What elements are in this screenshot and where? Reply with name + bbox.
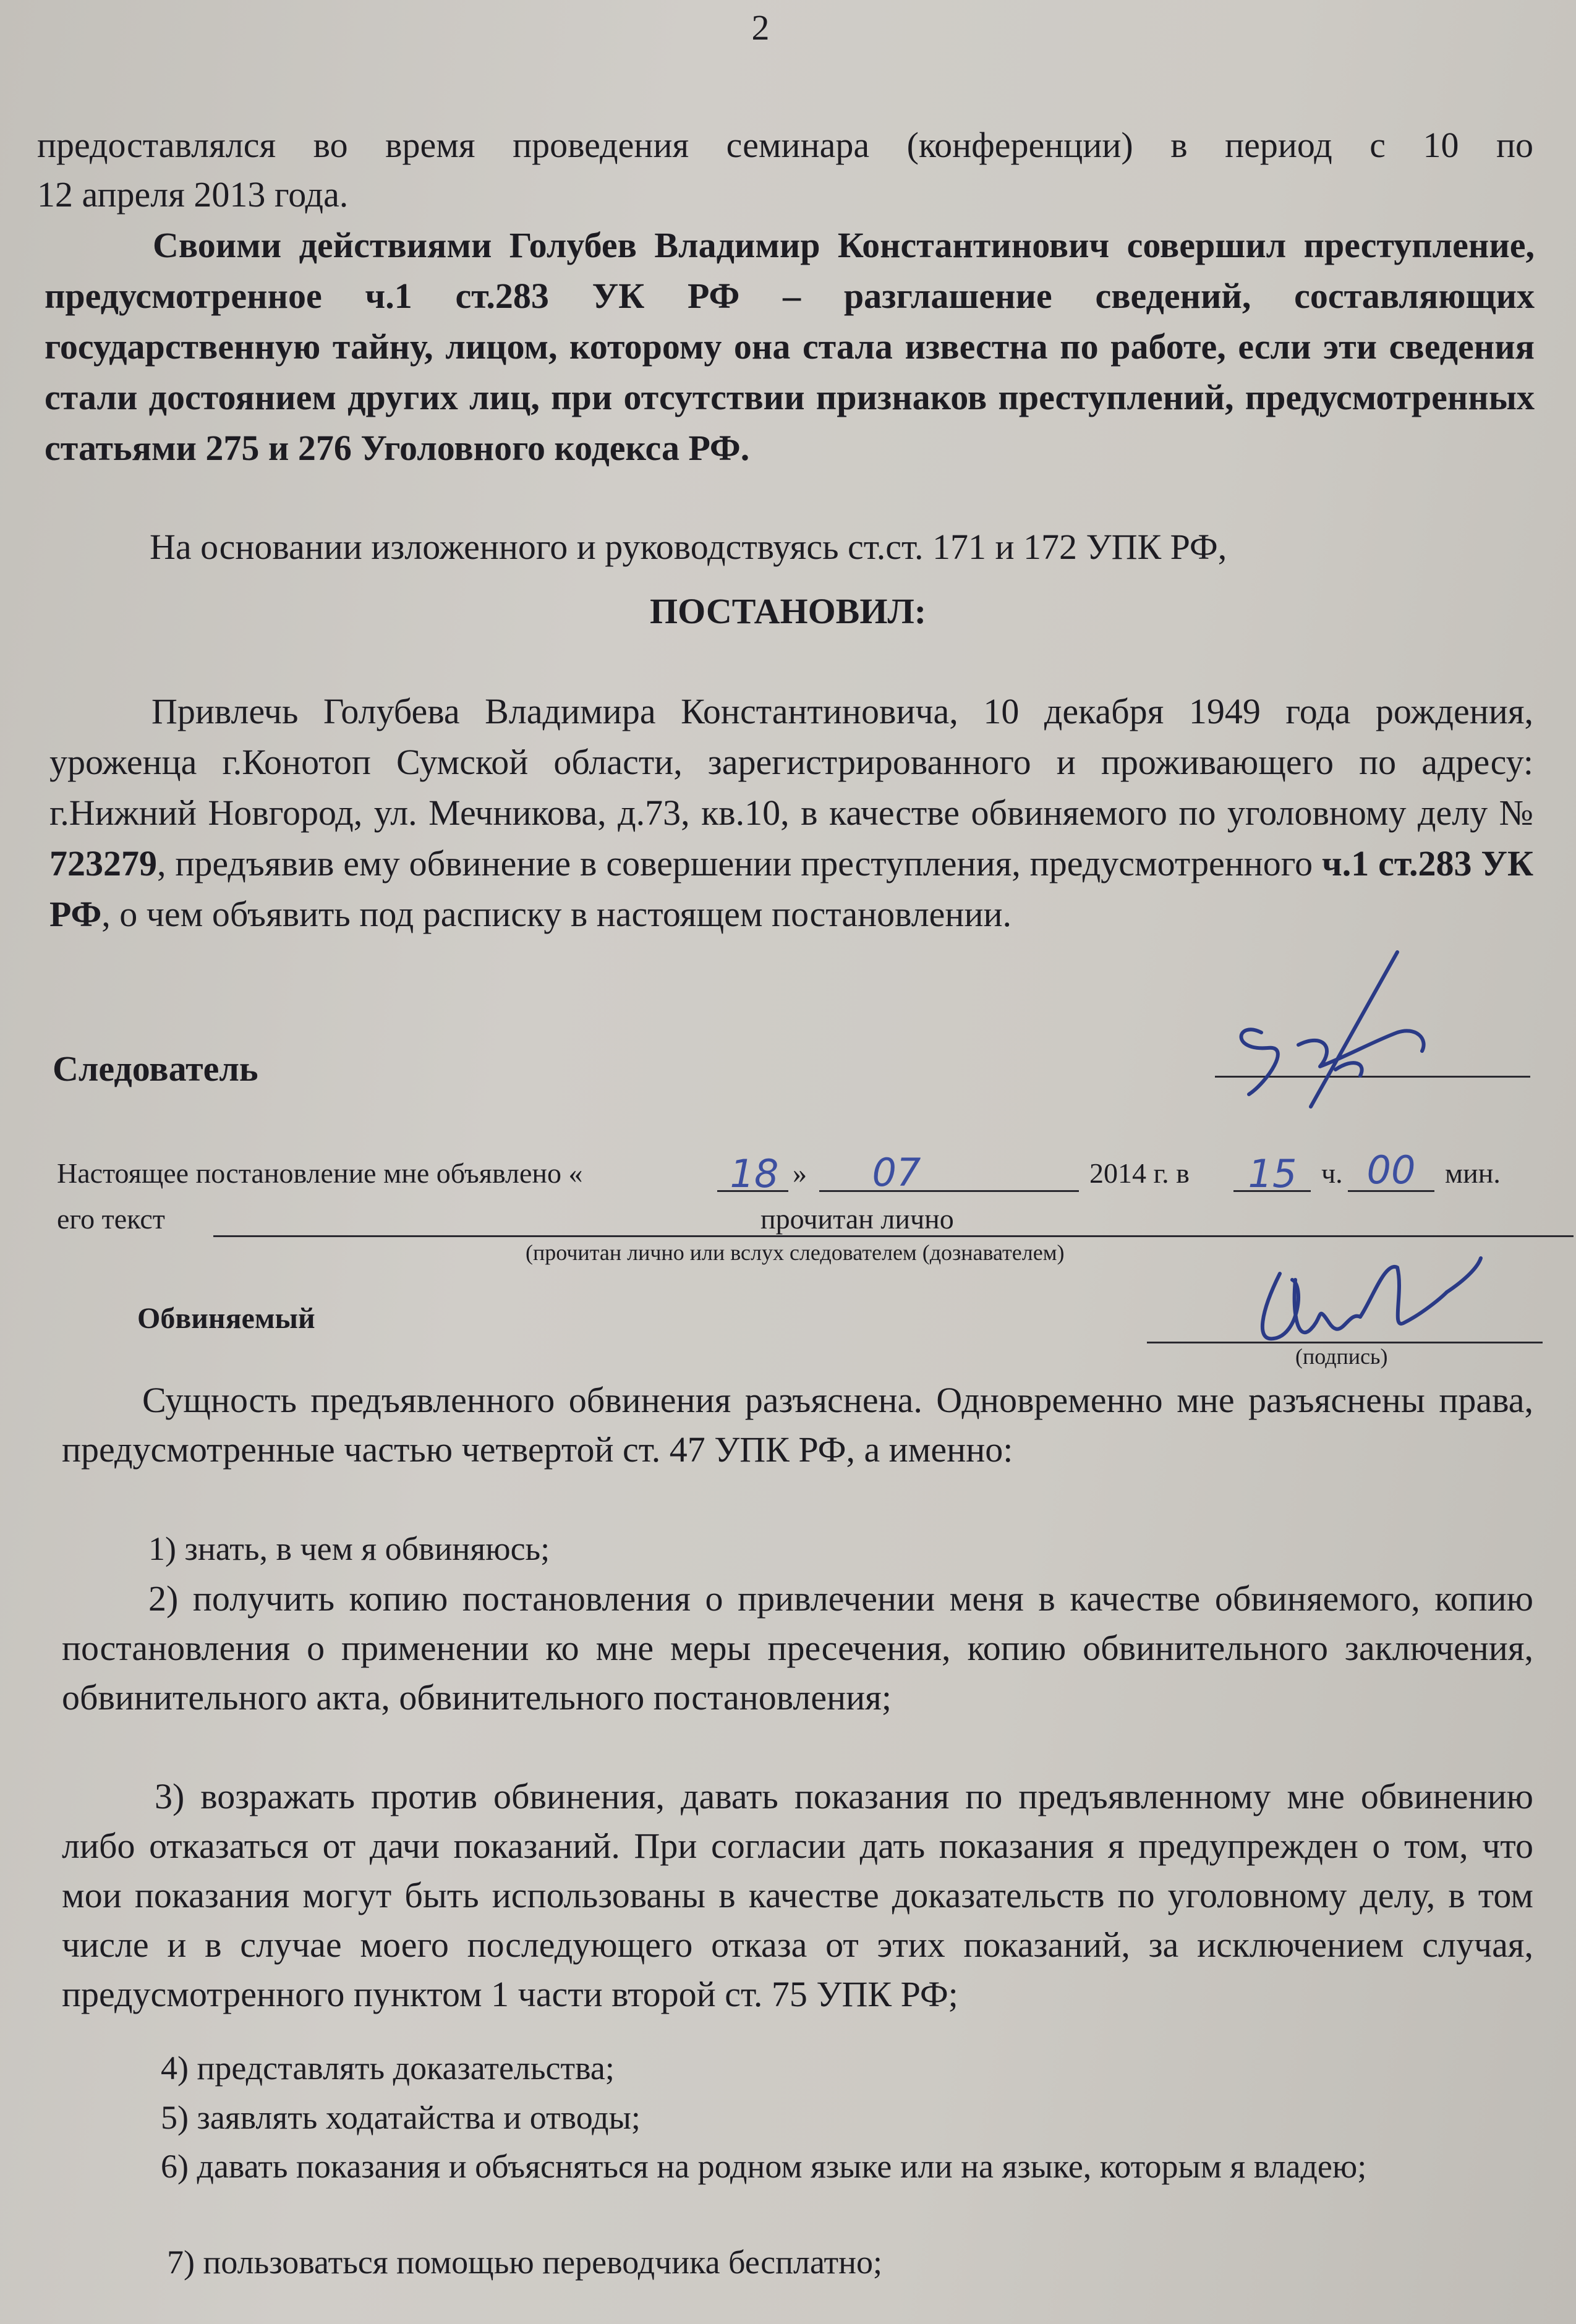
page-number: 2 <box>751 7 770 48</box>
announcement-text-1: Настоящее постановление мне объявлено « <box>57 1157 583 1189</box>
announcement-text-3: 2014 г. в <box>1089 1157 1190 1189</box>
charge-paragraph: Своими действиями Голубев Владимир Константинович совершил преступление, предусмотренное ч.1 ст.283 УК РФ – разглашение сведений, составляющих государственную тайну, лицом, которому она стала известна по работе, если эти сведения стали достоянием других лиц, при отсутствии признаков преступлений, предусмотренных статьями 275 и 276 Уголовного кодекса РФ. <box>45 225 1535 468</box>
case-number: 723279 <box>49 843 157 883</box>
intro-line-2: 12 апреля 2013 года. <box>37 174 349 215</box>
investigator-signature <box>1212 940 1472 1119</box>
handwritten-minute: 00 <box>1366 1147 1416 1193</box>
handwritten-day: 18 <box>730 1151 779 1196</box>
accused-signature <box>1237 1249 1509 1354</box>
resolution-paragraph <box>49 686 1533 940</box>
right-item-7: 7) пользоваться помощью переводчика бесплатно; <box>167 2244 883 2281</box>
announcement-text-2: » <box>793 1157 807 1189</box>
right-item-2: 2) получить копию постановления о привлечении меня в качестве обвиняемого, копию постановления о применении ко мне меры пресечения, копию обвинительного заключения, обвинительного акта, обвинительного постановления; <box>62 1578 1533 1717</box>
text-read-hint: (прочитан лично или вслух следователем (дознавателем) <box>526 1240 1065 1265</box>
text-read-value: прочитан лично <box>760 1203 954 1235</box>
handwritten-month: 07 <box>872 1150 921 1195</box>
article-reference: ч.1 ст.283 УК РФ <box>49 843 1533 934</box>
resolution-heading: ПОСТАНОВИЛ: <box>649 591 927 631</box>
basis-line: На основании изложенного и руководствуясь ст.ст. 171 и 172 УПК РФ, <box>150 527 1227 567</box>
right-item-4: 4) представлять доказательства; <box>161 2049 615 2087</box>
rights-intro: Сущность предъявленного обвинения разъяснена. Одновременно мне разъяснены права, предусмотренные частью четвертой ст. 47 УПК РФ, а именно: <box>62 1380 1533 1470</box>
announcement-text-5: мин. <box>1445 1157 1501 1189</box>
signature-hint: (подпись) <box>1295 1344 1388 1369</box>
investigator-label: Следователь <box>53 1049 258 1089</box>
right-item-1: 1) знать, в чем я обвиняюсь; <box>148 1530 550 1567</box>
accused-label: Обвиняемый <box>137 1302 315 1335</box>
text-label: его текст <box>57 1203 165 1235</box>
handwritten-hour: 15 <box>1248 1151 1297 1196</box>
right-item-5: 5) заявлять ходатайства и отводы; <box>161 2099 641 2136</box>
right-item-3: 3) возражать против обвинения, давать показания по предъявленному мне обвинению либо отказаться от дачи показаний. При согласии дать показания я предупрежден о том, что мои показания могут быть использованы в качестве доказательств по уголовному делу, в том числе и в случае моего последующего отказа от этих показаний, за исключением случая, предусмотренного пунктом 1 части второй ст. 75 УПК РФ; <box>62 1776 1533 2014</box>
announcement-text-4: ч. <box>1321 1157 1343 1189</box>
resolution-text-3: , о чем объявить под расписку в настоящем постановлении. <box>101 894 1012 934</box>
resolution-text-1: Привлечь Голубева Владимира Константиновича, 10 декабря 1949 года рождения, уроженца г.Конотоп Сумской области, зарегистрированного и проживающего по адресу: г.Нижний Новгород, ул. Мечникова, д.73, кв.10, в качестве обвиняемого по уголовному делу № <box>49 691 1533 833</box>
right-item-6: 6) давать показания и объясняться на родном языке или на языке, которым я владею; <box>161 2148 1367 2185</box>
resolution-text-2: , предъявив ему обвинение в совершении преступления, предусмотренного <box>157 843 1323 883</box>
announcement-row <box>57 1150 1541 1199</box>
intro-line-1: предоставлялся во время проведения семинара (конференции) в период с 10 по <box>37 125 1533 165</box>
